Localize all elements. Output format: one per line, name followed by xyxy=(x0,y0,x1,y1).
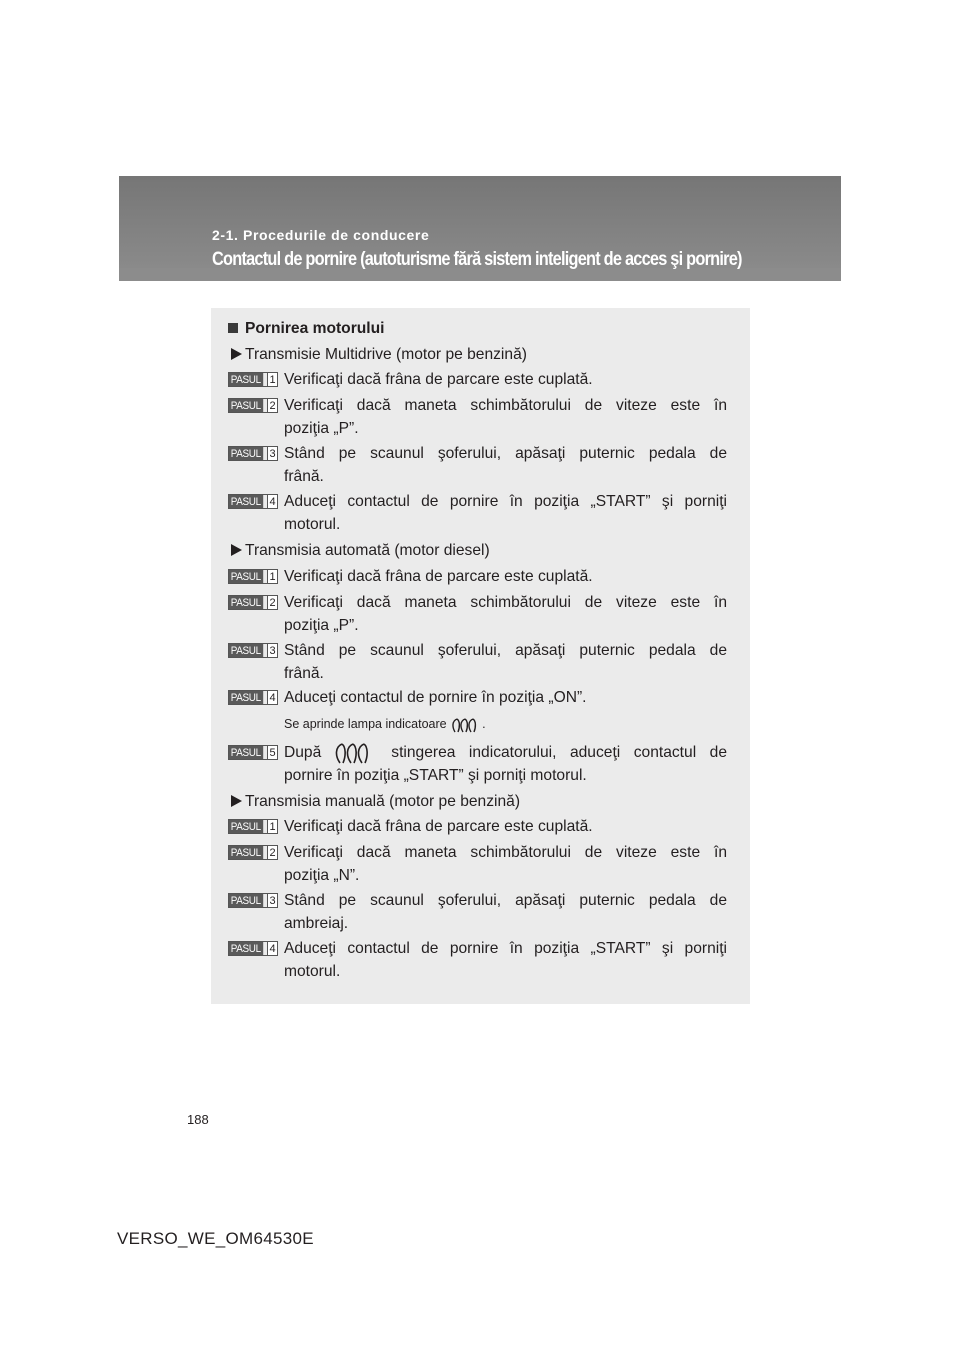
step-badge: PASUL 4 xyxy=(228,690,278,705)
page-number: 188 xyxy=(187,1112,209,1127)
step-text: Aduceţi contactul de pornire în poziţia „ON”. xyxy=(284,689,587,706)
step-text-continued: poziţia „P”. xyxy=(284,617,359,634)
step-note: Se aprinde lampa indicatoare . xyxy=(284,714,486,735)
step-badge: PASUL 3 xyxy=(228,643,278,658)
step-text-continued: poziţia „P”. xyxy=(284,420,359,437)
group2-label: Transmisia automată (motor diesel) xyxy=(231,541,490,561)
step-text: Aduceţi contactul de pornire în poziţia „START” şi porniţi xyxy=(284,940,727,957)
group3-label: Transmisia manuală (motor pe benzină) xyxy=(231,792,520,812)
step-text: Verificaţi dacă frâna de parcare este cuplată. xyxy=(284,568,593,585)
step-text: Aduceţi contactul de pornire în poziţia „START” şi porniţi xyxy=(284,493,727,510)
step-badge: PASUL 3 xyxy=(228,893,278,908)
step-text: Verificaţi dacă frâna de parcare este cuplată. xyxy=(284,818,593,835)
page-header xyxy=(119,176,841,281)
glow-plug-indicator-icon xyxy=(450,715,482,735)
document-code: VERSO_WE_OM64530E xyxy=(117,1229,314,1248)
step-badge: PASUL 2 xyxy=(228,595,278,610)
square-bullet-icon xyxy=(228,323,238,333)
page-title: Contactul de pornire (autoturisme fără sistem inteligent de acces şi pornire) xyxy=(212,249,742,270)
section-label: 2-1. Procedurile de conducere xyxy=(212,227,430,243)
content-heading xyxy=(228,319,385,339)
step-badge: PASUL 2 xyxy=(228,845,278,860)
heading-text: Pornirea motorului xyxy=(245,320,385,337)
step-text-continued: pornire în poziţia „START” şi porniţi motorul. xyxy=(284,767,587,784)
step-text: După stingerea indicatorului, aduceţi contactul de xyxy=(284,738,727,768)
step-text: Stând pe scaunul şoferului, apăsaţi puternic pedala de xyxy=(284,892,727,909)
step-text: Verificaţi dacă frâna de parcare este cuplată. xyxy=(284,371,593,388)
group1-label: Transmisie Multidrive (motor pe benzină) xyxy=(231,345,527,365)
step-badge: PASUL 2 xyxy=(228,398,278,413)
step-text: Verificaţi dacă maneta schimbătorului de viteze este în xyxy=(284,397,727,414)
step-badge: PASUL 3 xyxy=(228,446,278,461)
step-text-continued: ambreiaj. xyxy=(284,915,349,932)
triangle-bullet-icon xyxy=(231,795,242,807)
step-text-continued: frână. xyxy=(284,468,324,485)
step-text-continued: motorul. xyxy=(284,963,341,980)
step-text: Verificaţi dacă maneta schimbătorului de viteze este în xyxy=(284,844,727,861)
step-text-continued: frână. xyxy=(284,665,324,682)
step-text: Stând pe scaunul şoferului, apăsaţi puternic pedala de xyxy=(284,445,727,462)
step-text: Verificaţi dacă maneta schimbătorului de viteze este în xyxy=(284,594,727,611)
step-badge: PASUL 5 xyxy=(228,745,278,760)
step-badge: PASUL 1 xyxy=(228,372,278,387)
triangle-bullet-icon xyxy=(231,544,242,556)
glow-plug-indicator-icon xyxy=(331,739,377,767)
step-text-continued: poziţia „N”. xyxy=(284,867,360,884)
step-text-continued: motorul. xyxy=(284,516,341,533)
step-badge: PASUL 4 xyxy=(228,941,278,956)
triangle-bullet-icon xyxy=(231,348,242,360)
step-text: Stând pe scaunul şoferului, apăsaţi puternic pedala de xyxy=(284,642,727,659)
step-badge: PASUL 1 xyxy=(228,569,278,584)
step-badge: PASUL 1 xyxy=(228,819,278,834)
step-badge: PASUL 4 xyxy=(228,494,278,509)
